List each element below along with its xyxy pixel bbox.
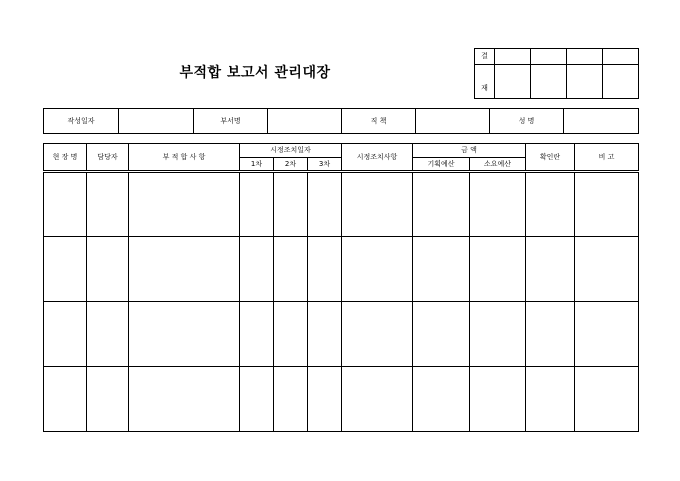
approval-slot[interactable] — [495, 49, 531, 65]
cell-correction[interactable] — [342, 367, 413, 432]
cell-date-3[interactable] — [308, 367, 342, 432]
cell-correction[interactable] — [342, 172, 413, 237]
ledger-body — [44, 172, 639, 432]
header-correction-date: 시정조치일자 — [240, 144, 342, 158]
approval-label-top: 결 — [475, 49, 495, 65]
cell-planned[interactable] — [413, 367, 470, 432]
cell-remarks[interactable] — [575, 172, 639, 237]
cell-date-3[interactable] — [308, 172, 342, 237]
cell-date-3[interactable] — [308, 237, 342, 302]
cell-date-1[interactable] — [240, 172, 274, 237]
cell-nonconformity[interactable] — [129, 237, 240, 302]
cell-confirm[interactable] — [526, 172, 575, 237]
table-row — [44, 172, 639, 237]
cell-planned[interactable] — [413, 302, 470, 367]
approval-sign[interactable] — [531, 65, 567, 99]
dept-field[interactable] — [268, 109, 342, 134]
cell-site[interactable] — [44, 172, 87, 237]
cell-date-1[interactable] — [240, 237, 274, 302]
cell-manager[interactable] — [87, 367, 129, 432]
name-label: 성 명 — [490, 109, 564, 134]
cell-actual[interactable] — [470, 302, 526, 367]
cell-date-2[interactable] — [274, 237, 308, 302]
header-planned-budget: 기획예산 — [413, 158, 470, 172]
cell-actual[interactable] — [470, 172, 526, 237]
date-label: 작성일자 — [44, 109, 119, 134]
approval-label-bottom: 재 — [475, 65, 495, 99]
cell-manager[interactable] — [87, 172, 129, 237]
cell-correction[interactable] — [342, 302, 413, 367]
cell-planned[interactable] — [413, 237, 470, 302]
approval-slot[interactable] — [603, 49, 639, 65]
cell-remarks[interactable] — [575, 237, 639, 302]
header-first: 1차 — [240, 158, 274, 172]
approval-box — [474, 48, 639, 99]
header-correction-item: 시정조치사항 — [342, 144, 413, 172]
cell-nonconformity[interactable] — [129, 302, 240, 367]
cell-confirm[interactable] — [526, 302, 575, 367]
cell-confirm[interactable] — [526, 367, 575, 432]
approval-slot[interactable] — [567, 49, 603, 65]
position-field[interactable] — [416, 109, 490, 134]
cell-actual[interactable] — [470, 367, 526, 432]
cell-date-3[interactable] — [308, 302, 342, 367]
header-manager: 담당자 — [87, 144, 129, 172]
info-table — [43, 108, 639, 134]
cell-site[interactable] — [44, 367, 87, 432]
date-field[interactable] — [119, 109, 194, 134]
cell-date-2[interactable] — [274, 302, 308, 367]
header-site-name: 현 장 명 — [44, 144, 87, 172]
cell-date-2[interactable] — [274, 367, 308, 432]
ledger-table — [43, 143, 639, 432]
cell-nonconformity[interactable] — [129, 367, 240, 432]
table-row — [44, 237, 639, 302]
header-third: 3차 — [308, 158, 342, 172]
cell-manager[interactable] — [87, 302, 129, 367]
header-second: 2차 — [274, 158, 308, 172]
cell-remarks[interactable] — [575, 367, 639, 432]
cell-date-1[interactable] — [240, 367, 274, 432]
approval-sign[interactable] — [603, 65, 639, 99]
header-amount: 금 액 — [413, 144, 526, 158]
cell-date-1[interactable] — [240, 302, 274, 367]
cell-site[interactable] — [44, 302, 87, 367]
cell-actual[interactable] — [470, 237, 526, 302]
header-remarks: 비 고 — [575, 144, 639, 172]
cell-date-2[interactable] — [274, 172, 308, 237]
cell-site[interactable] — [44, 237, 87, 302]
header-confirm: 확인란 — [526, 144, 575, 172]
cell-manager[interactable] — [87, 237, 129, 302]
approval-slot[interactable] — [531, 49, 567, 65]
table-row — [44, 367, 639, 432]
cell-correction[interactable] — [342, 237, 413, 302]
approval-sign[interactable] — [495, 65, 531, 99]
approval-sign[interactable] — [567, 65, 603, 99]
cell-nonconformity[interactable] — [129, 172, 240, 237]
dept-label: 부서명 — [194, 109, 268, 134]
header-actual-cost: 소요예산 — [470, 158, 526, 172]
cell-planned[interactable] — [413, 172, 470, 237]
header-nonconformity: 부 적 합 사 항 — [129, 144, 240, 172]
cell-confirm[interactable] — [526, 237, 575, 302]
table-row — [44, 302, 639, 367]
position-label: 직 책 — [342, 109, 416, 134]
cell-remarks[interactable] — [575, 302, 639, 367]
name-field[interactable] — [564, 109, 639, 134]
page-title: 부적합 보고서 관리대장 — [179, 65, 331, 81]
